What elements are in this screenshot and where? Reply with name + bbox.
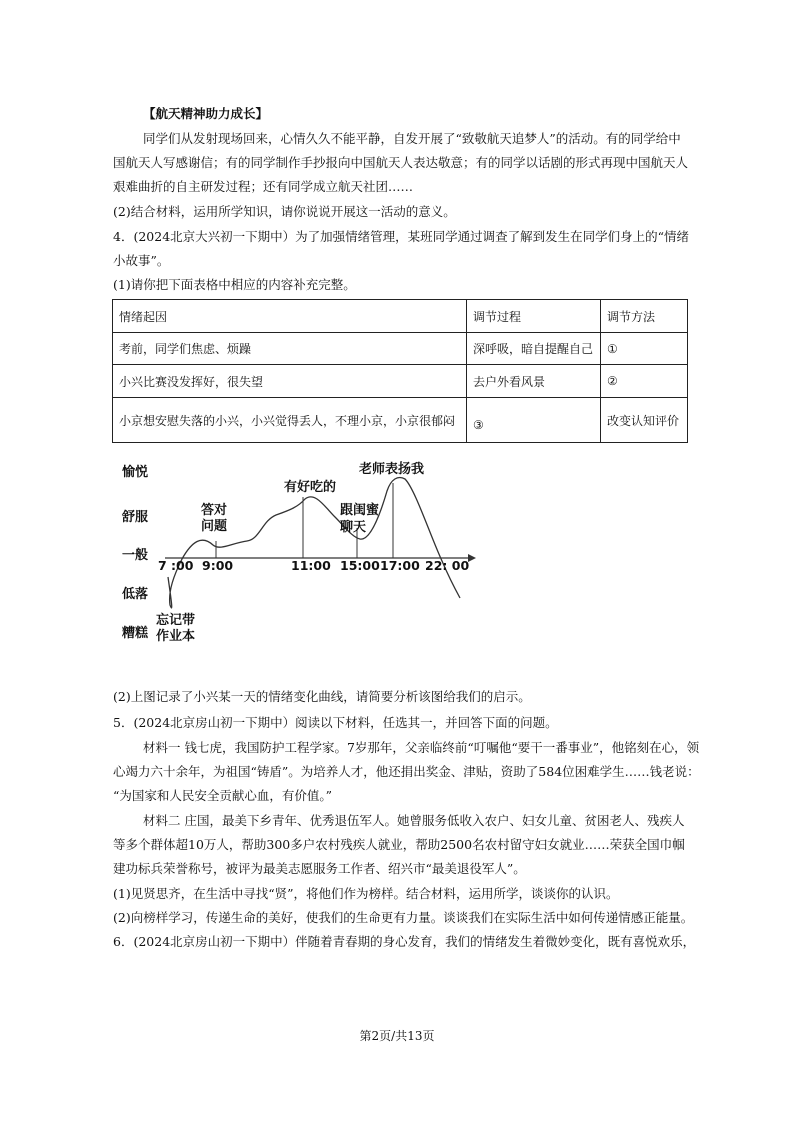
table-cell: 深呼吸，暗自提醒自己: [467, 333, 601, 365]
x-tick-label: 22: 00: [425, 558, 470, 573]
material-line: 等多个群体超10万人，帮助300多户农村残疾人就业，帮助2500名农村留守妇女就业……荣获全国巾帼: [113, 837, 685, 852]
question-5-stem: 5．(2024北京房山初一下期中）阅读以下材料，任选其一，并回答下面的问题。: [113, 715, 558, 730]
question-4-stem: 小故事”。: [113, 253, 170, 268]
annotation-answered-question: 问题: [201, 519, 228, 534]
material-line: “为国家和人民安全贡献心血，有价值。”: [113, 788, 333, 803]
table-cell-blank: [467, 398, 601, 443]
annotation-forgot-homework: 忘记带: [156, 613, 196, 628]
table-row: [113, 365, 688, 398]
table-header: 调节方法: [601, 300, 688, 333]
annotation-chat-friend: 聊天: [340, 520, 367, 535]
table-cell: ①: [601, 333, 688, 365]
table-cell: 小京想安慰失落的小兴，小兴觉得丢人，不理小京，小京很郁闷: [113, 398, 467, 443]
annotation-answered-question: 答对: [201, 503, 228, 518]
table-cell: 考前，同学们焦虑、烦躁: [113, 333, 467, 365]
mood-curve-chart: [110, 455, 480, 655]
question-2: (2)结合材料，运用所学知识，请你说说开展这一活动的意义。: [113, 204, 456, 219]
table-cell: 去户外看风景: [467, 365, 601, 398]
material-line: 心竭力六十余年，为祖国“铸盾”。为培养人才，他还捐出奖金、津贴，资助了584位困难学生……钱老说：: [113, 764, 700, 779]
annotation-chat-friend: 跟闺蜜: [340, 503, 380, 518]
x-tick-label: 9:00: [202, 558, 234, 573]
material-line: 材料二 庄国，最美下乡青年、优秀退伍军人。她曾服务低收入农户、妇女儿童、贫困老人、残疾人: [143, 813, 685, 828]
table-cell: ②: [601, 365, 688, 398]
blank-marker: ③: [473, 418, 484, 432]
table-header: 情绪起因: [113, 300, 467, 333]
table-header: 调节过程: [467, 300, 601, 333]
question-5-2: (2)向榜样学习，传递生命的美好，使我们的生命更有力量。谈谈我们在实际生活中如何传递情感正能量。: [113, 910, 694, 925]
table-cell: 改变认知评价: [601, 398, 688, 443]
y-label: 一般: [122, 548, 149, 563]
x-tick-label: 15:00: [340, 558, 380, 573]
x-tick-label: 11:00: [291, 558, 331, 573]
x-axis-arrow: [468, 554, 476, 562]
question-4-2: (2)上图记录了小兴某一天的情绪变化曲线，请简要分析该图给我们的启示。: [113, 689, 531, 704]
y-label: 舒服: [122, 510, 149, 525]
y-label: 糟糕: [122, 626, 149, 641]
annotation-teacher-praise: 老师表扬我: [359, 462, 425, 477]
emotion-table: [112, 299, 688, 443]
section-title: 【航天精神助力成长】: [143, 106, 269, 121]
x-tick-label: 17:00: [380, 558, 420, 573]
annotation-forgot-homework: 作业本: [156, 629, 196, 644]
mood-curve-line: [168, 478, 460, 608]
y-label: 愉悦: [122, 465, 149, 480]
x-tick-label: 7 :00: [158, 558, 194, 573]
paragraph-line: 国航天人写感谢信；有的同学制作手抄报向中国航天人表达敬意；有的同学以话剧的形式再现中国航天人: [113, 155, 689, 170]
table-row: [113, 398, 688, 443]
table-cell: 小兴比赛没发挥好，很失望: [113, 365, 467, 398]
table-row: [113, 333, 688, 365]
question-5-1: (1)见贤思齐，在生活中寻找“贤”，将他们作为榜样。结合材料，运用所学，谈谈你的认识。: [113, 886, 619, 901]
page-footer: 第2页/共13页: [359, 1029, 435, 1043]
table-header-row: [113, 300, 688, 333]
paragraph-line: 艰难曲折的自主研发过程；还有同学成立航天社团……: [113, 179, 414, 194]
y-label: 低落: [122, 587, 149, 602]
material-line: 建功标兵荣誉称号，被评为最美志愿服务工作者、绍兴市“最美退役军人”。: [113, 861, 526, 876]
question-4-1: (1)请你把下面表格中相应的内容补充完整。: [113, 277, 356, 292]
question-6-stem: 6．(2024北京房山初一下期中）伴随着青春期的身心发育，我们的情绪发生着微妙变化，既有喜悦欢乐，: [113, 934, 696, 949]
question-4-stem: 4．(2024北京大兴初一下期中）为了加强情绪管理，某班同学通过调查了解到发生在同学们身上的“情绪: [113, 229, 690, 244]
paragraph-line: 同学们从发射现场回来，心情久久不能平静，自发开展了“致敬航天追梦人”的活动。有的同学给中: [143, 131, 681, 146]
annotation-good-food: 有好吃的: [284, 480, 337, 495]
material-line: 材料一 钱七虎，我国防护工程学家。7岁那年，父亲临终前“叮嘱他“要干一番事业”，他铭刻在心，领: [143, 740, 700, 755]
